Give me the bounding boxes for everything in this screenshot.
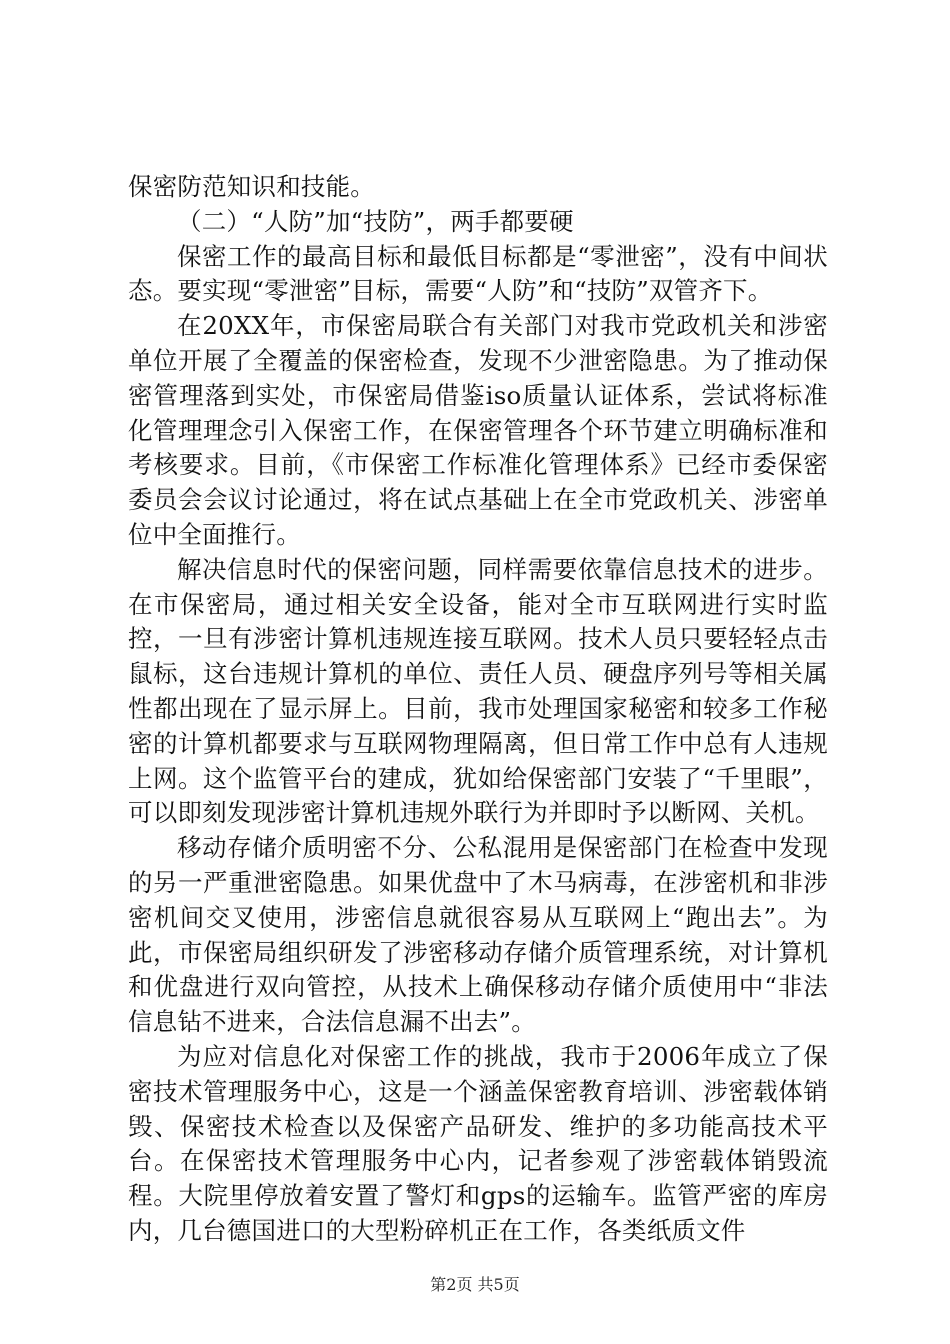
section-heading: （二）“人防”加“技防”，两手都要硬 — [177, 206, 574, 236]
paragraph: 保密工作的最高目标和最低目标都是“零泄密”，没有中间状态。要实现“零泄密”目标，需要“人防”和“技防”双管齐下。 — [128, 241, 828, 306]
paragraph: 解决信息时代的保密问题，同样需要依靠信息技术的进步。在市保密局，通过相关安全设备，能对全市互联网进行实时监控，一旦有涉密计算机违规连接互联网。技术人员只要轻轻点击鼠标，这台违规计算机的单位、责任人员、硬盘序列号等相关属性都出现在了显示屏上。目前，我市处理国家秘密和较多工作秘密的计算机都要求与互联网物理隔离，但日常工作中总有人违规上网。这个监管平台的建成，犹如给保密部门安装了“千里眼”，可以即刻发现涉密计算机违规外联行为并即时予以断网、关机。 — [128, 554, 828, 828]
paragraph: 移动存储介质明密不分、公私混用是保密部门在检查中发现的另一严重泄密隐患。如果优盘中了木马病毒，在涉密机和非涉密机间交叉使用，涉密信息就很容易从互联网上“跑出去”。为此，市保密局组织研发了涉密移动存储介质管理系统，对计算机和优盘进行双向管控，从技术上确保移动存储介质使用中“非法信息钻不进来，合法信息漏不出去”。 — [128, 833, 828, 1037]
paragraph: 在20XX年，市保密局联合有关部门对我市党政机关和涉密单位开展了全覆盖的保密检查，发现不少泄密隐患。为了推动保密管理落到实处，市保密局借鉴iso质量认证体系，尝试将标准化管理理念引入保密工作，在保密管理各个环节建立明确标准和考核要求。目前，《市保密工作标准化管理体系》已经市委保密委员会会议讨论通过，将在试点基础上在全市党政机关、涉密单位中全面推行。 — [128, 311, 828, 549]
paragraph: 为应对信息化对保密工作的挑战，我市于2006年成立了保密技术管理服务中心，这是一个涵盖保密教育培训、涉密载体销毁、保密技术检查以及保密产品研发、维护的多功能高技术平台。在保密技术管理服务中心内，记者参观了涉密载体销毁流程。大院里停放着安置了警灯和gps的运输车。监管严密的库房内，几台德国进口的大型粉碎机正在工作，各类纸质文件 — [128, 1041, 828, 1245]
document-body — [128, 170, 828, 1249]
paragraph-continuation: 保密防范知识和技能。 — [128, 172, 375, 201]
page-number-footer: 第2页 共5页 — [430, 1275, 520, 1294]
